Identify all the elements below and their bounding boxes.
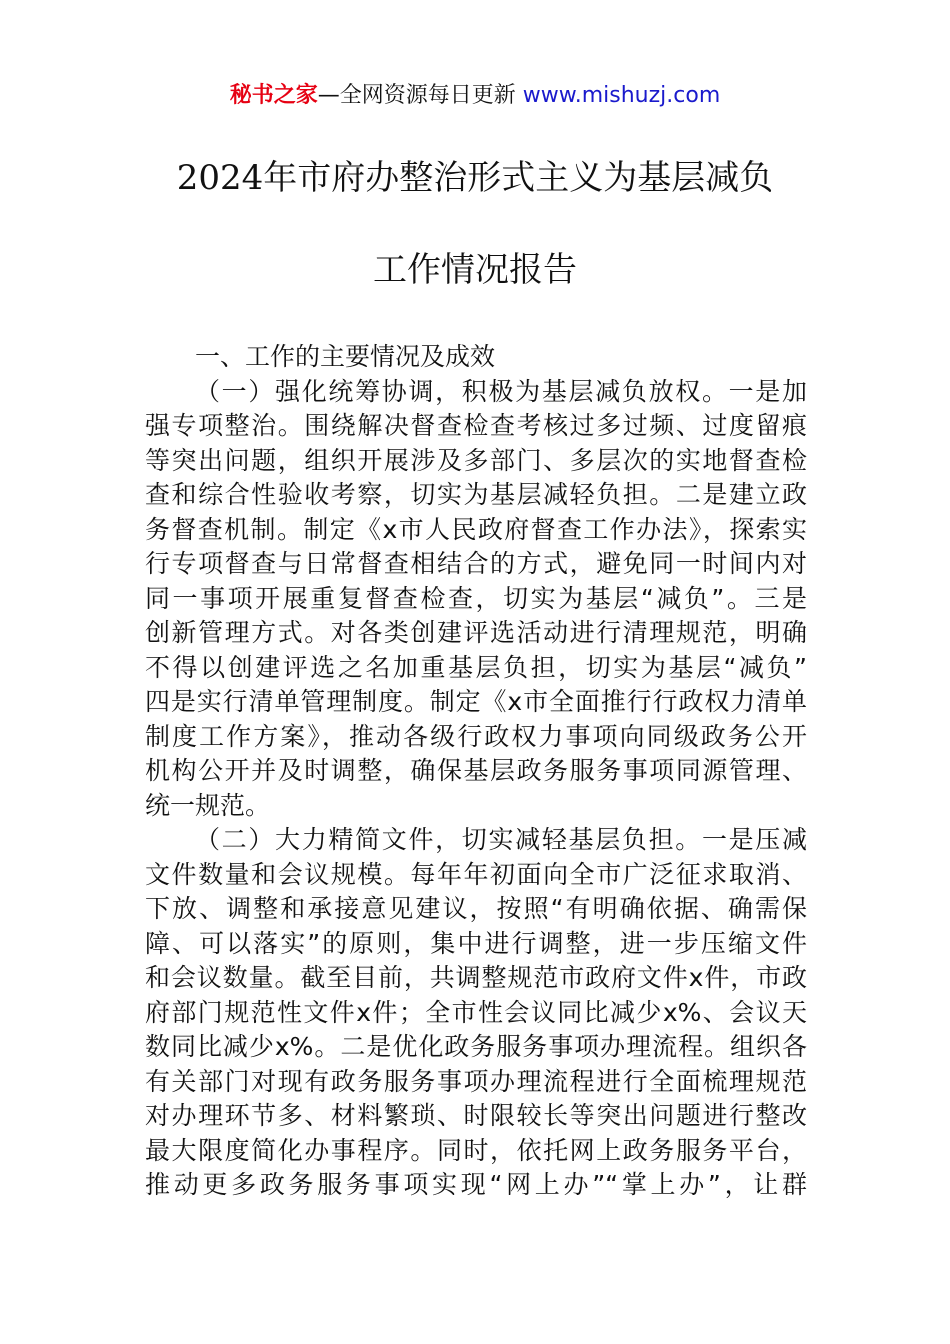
body-text-line: 有关部门对现有政务服务事项办理流程进行全面梳理规范 bbox=[145, 1066, 807, 1096]
body-text-line: （二）大力精简文件，切实减轻基层负担。一是压减 bbox=[195, 825, 807, 854]
body-text-line: （一）强化统筹协调，积极为基层减负放权。一是加 bbox=[195, 376, 807, 406]
body-text-line: 统一规范。 bbox=[145, 790, 271, 820]
body-text-line: 行专项督查与日常督查相结合的方式，避免同一时间内对 bbox=[145, 549, 807, 578]
body-text-line: 查和综合性验收考察，切实为基层减轻负担。二是建立政 bbox=[145, 480, 807, 509]
body-text-line: 对办理环节多、材料繁琐、时限较长等突出问题进行整改 bbox=[145, 1101, 807, 1130]
body-text-line: 最大限度简化办事程序。同时，依托网上政务服务平台， bbox=[145, 1135, 807, 1165]
body-text-line: 府部门规范性文件x件；全市性会议同比减少x%、会议天 bbox=[145, 997, 807, 1027]
body-text-line: 不得以创建评选之名加重基层负担，切实为基层“减负” bbox=[145, 652, 807, 682]
body-text-line: 数同比减少x%。二是优化政务服务事项办理流程。组织各 bbox=[145, 1032, 807, 1061]
document-title-line-2: 工作情况报告 bbox=[373, 250, 577, 290]
body-text-line: 强专项整治。围绕解决督查检查考核过多过频、过度留痕 bbox=[145, 411, 807, 440]
body-text-line: 等突出问题，组织开展涉及多部门、多层次的实地督查检 bbox=[145, 445, 807, 475]
body-text-line: 务督查机制。制定《x市人民政府督查工作办法》，探索实 bbox=[145, 514, 807, 544]
body-text-line: 四是实行清单管理制度。制定《x市全面推行行政权力清单 bbox=[145, 687, 807, 716]
body-text-line: 一、工作的主要情况及成效 bbox=[195, 342, 496, 371]
body-text-line: 障、可以落实”的原则，集中进行调整，进一步压缩文件 bbox=[145, 928, 807, 958]
site-brand: 秘书之家 bbox=[229, 83, 318, 108]
document-title-line-1: 2024年市府办整治形式主义为基层减负 bbox=[176, 158, 774, 198]
body-text-line: 和会议数量。截至目前，共调整规范市政府文件x件，市政 bbox=[145, 963, 807, 992]
body-text-line: 机构公开并及时调整，确保基层政务服务事项同源管理、 bbox=[145, 756, 807, 785]
site-url-link[interactable]: www.mishuzj.com bbox=[522, 83, 721, 108]
body-text-line: 制度工作方案》，推动各级行政权力事项向同级政务公开 bbox=[145, 721, 807, 751]
site-slogan: —全网资源每日更新 bbox=[317, 83, 516, 108]
site-header bbox=[0, 80, 950, 112]
body-text-line: 推动更多政务服务事项实现“网上办”“掌上办”，让群 bbox=[145, 1170, 807, 1199]
body-text-line: 文件数量和会议规模。每年年初面向全市广泛征求取消、 bbox=[145, 859, 807, 889]
body-text-line: 下放、调整和承接意见建议，按照“有明确依据、确需保 bbox=[145, 894, 807, 923]
body-text-line: 创新管理方式。对各类创建评选活动进行清理规范，明确 bbox=[145, 618, 807, 647]
body-text-line: 同一事项开展重复督查检查，切实为基层“减负”。三是 bbox=[145, 583, 807, 613]
